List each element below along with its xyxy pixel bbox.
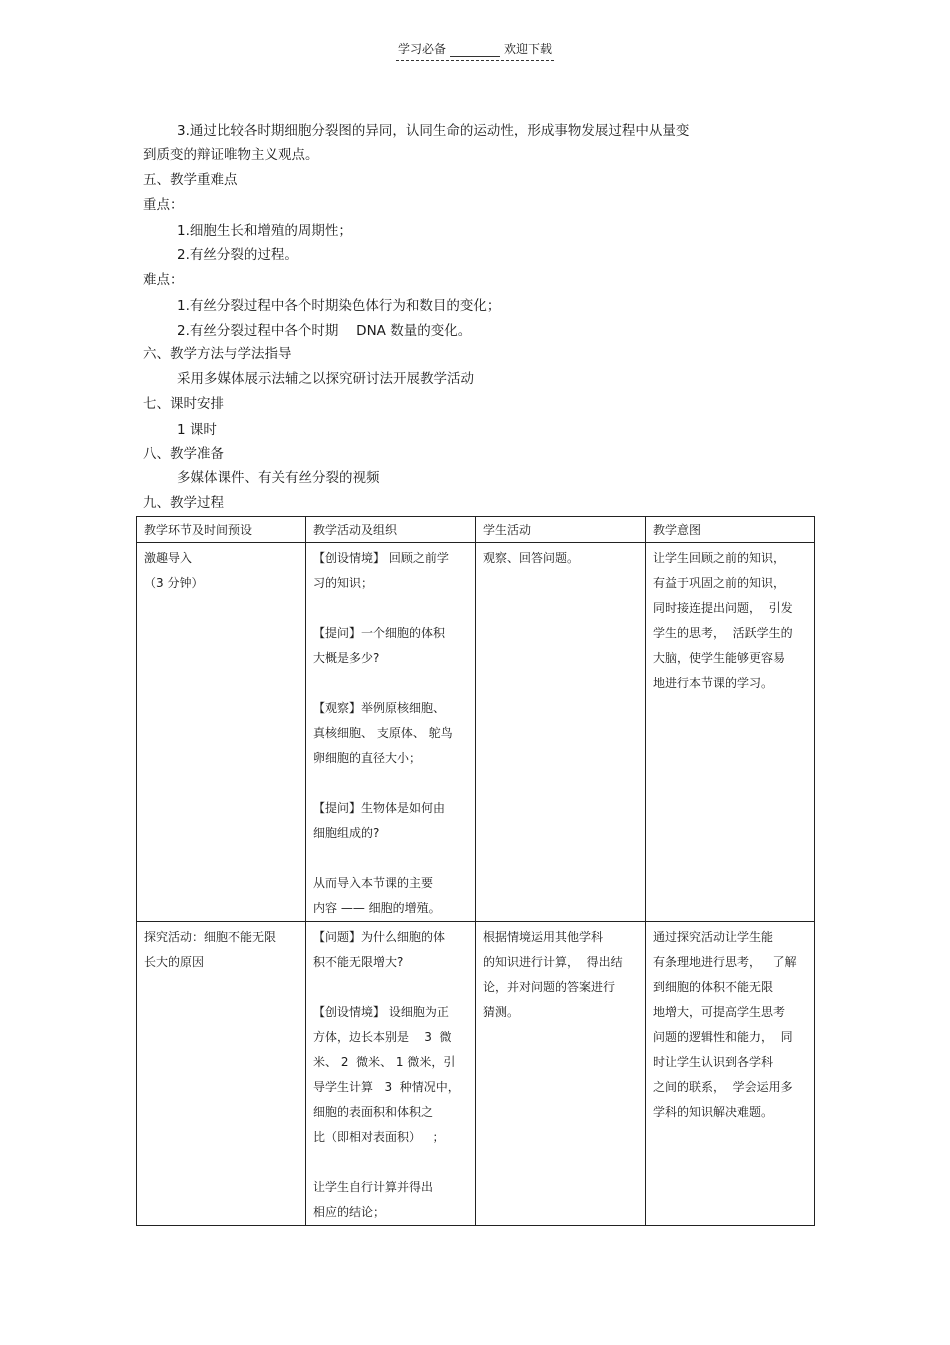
- section-heading-9: 九、教学过程: [143, 495, 224, 511]
- preparation-text: 多媒体课件、有关有丝分裂的视频: [177, 470, 380, 486]
- section-heading-5: 五、教学重难点: [143, 172, 238, 188]
- header-right-text: 欢迎下载: [504, 42, 553, 56]
- table-cell: [646, 543, 815, 922]
- table-cell: [306, 922, 476, 1226]
- table-header-cell: 教学意图: [646, 517, 815, 543]
- header-underline: [450, 55, 500, 57]
- section-heading-7: 七、课时安排: [143, 396, 224, 412]
- teaching-process-table: [136, 516, 815, 1226]
- key-point-2: 2.有丝分裂的过程。: [177, 247, 298, 263]
- table-header-cell: 教学环节及时间预设: [137, 517, 306, 543]
- difficulty-1: 1.有丝分裂过程中各个时期染色体行为和数目的变化；: [177, 298, 501, 314]
- header-left-text: 学习必备: [397, 42, 446, 56]
- table-cell: [137, 543, 306, 922]
- table-cell: [476, 922, 646, 1226]
- stage-text: 探究活动：细胞不能无限 长大的原因: [144, 930, 277, 969]
- table-cell: [476, 543, 646, 922]
- difficulty-2: 2.有丝分裂过程中各个时期 DNA 数量的变化。: [177, 323, 472, 339]
- activity-text: 【问题】为什么细胞的体 积不能无限增大? 【创设情境】 设细胞为正 方体，边长本别是 3 微 米、 2 微米、 1 微米，引 导学生计算 3 种情况中， 细胞的表面积和体积之 比（即相对表面积） ； 让学生自行计算并得出 相应的结论；: [313, 930, 460, 1219]
- section-heading-6: 六、教学方法与学法指导: [143, 346, 292, 362]
- table-row: [137, 543, 815, 922]
- objective-line-2: 到质变的辩证唯物主义观点。: [143, 147, 319, 163]
- objective-line-1: 3.通过比较各时期细胞分裂图的异同，认同生命的运动性，形成事物发展过程中从量变: [177, 123, 690, 139]
- stage-text: 激趣导入 （3 分钟）: [144, 551, 204, 590]
- student-activity-text: 根据情境运用其他学科 的知识进行计算， 得出结 论，并对问题的答案进行 猜测。: [483, 930, 623, 1019]
- table-header-cell: 学生活动: [476, 517, 646, 543]
- key-point-1: 1.细胞生长和增殖的周期性；: [177, 223, 352, 239]
- activity-text: 【创设情境】 回顾之前学 习的知识； 【提问】一个细胞的体积 大概是多少? 【观察】举例原核细胞、 真核细胞、 支原体、 鸵鸟 卵细胞的直径大小； 【提问】生物体是如何由 细胞组成的? 从而导入本节课的主要 内容 —— 细胞的增殖。: [313, 551, 453, 915]
- intent-text: 通过探究活动让学生能 有条理地进行思考， 了解 到细胞的体积不能无限 地增大，可提高学生思考 问题的逻辑性和能力， 同 时让学生认识到各学科 之间的联系， 学会运用多 学科的知识解决难题。: [653, 930, 797, 1119]
- section-heading-8: 八、教学准备: [143, 446, 224, 462]
- intent-text: 让学生回顾之前的知识， 有益于巩固之前的知识， 同时接连提出问题， 引发 学生的思考， 活跃学生的 大脑，使学生能够更容易 地进行本节课的学习。: [653, 551, 793, 690]
- table-cell: [306, 543, 476, 922]
- class-hours-text: 1 课时: [177, 422, 217, 438]
- table-header-cell: 教学活动及组织: [306, 517, 476, 543]
- header-bar: [396, 40, 554, 61]
- page-header: [0, 40, 950, 61]
- method-text: 采用多媒体展示法辅之以探究研讨法开展教学活动: [177, 371, 474, 387]
- table-cell: [137, 922, 306, 1226]
- student-activity-text: 观察、回答问题。: [483, 551, 580, 565]
- key-points-label: 重点：: [143, 197, 184, 213]
- table-cell: [646, 922, 815, 1226]
- table-header-row: [137, 517, 815, 543]
- table-row: [137, 922, 815, 1226]
- difficulty-label: 难点：: [143, 272, 184, 288]
